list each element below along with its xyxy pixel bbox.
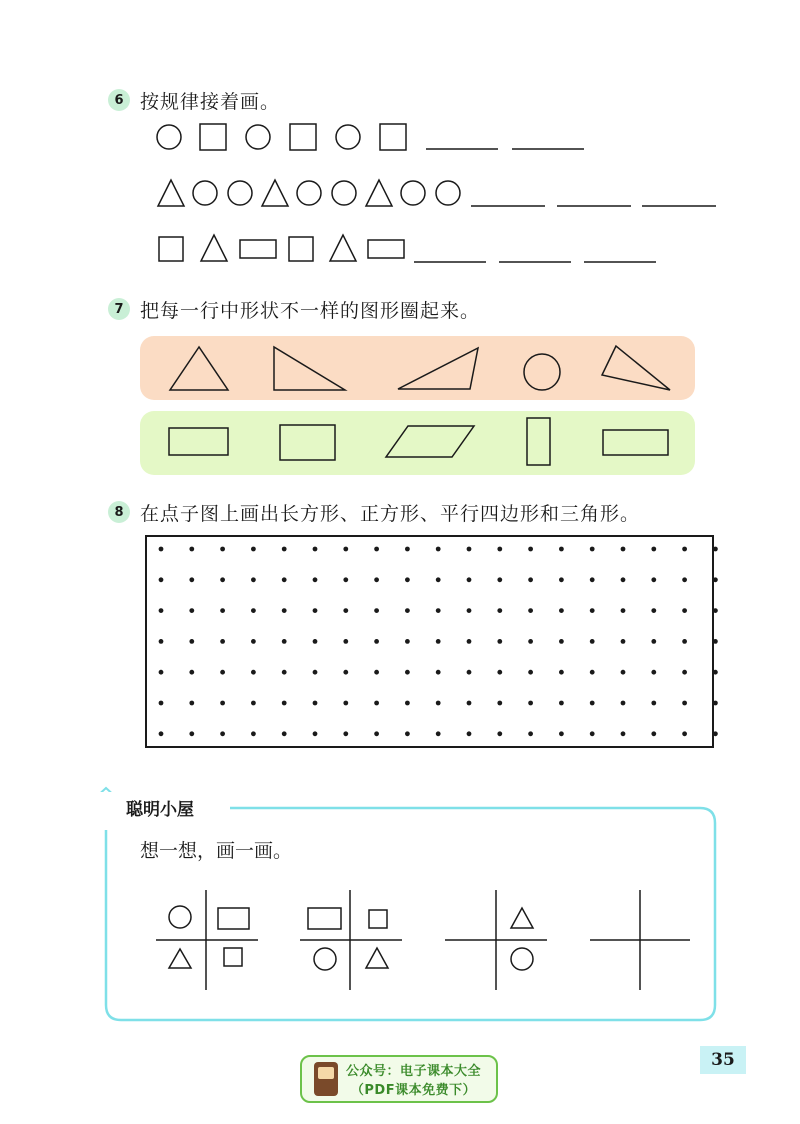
q6-row-1-pattern <box>157 124 584 150</box>
grid-dot[interactable] <box>374 701 379 706</box>
question-number-badge: 7 <box>108 298 130 320</box>
grid-dot[interactable] <box>590 639 595 644</box>
question-6-text: 按规律接着画。 <box>140 90 281 113</box>
triangle-shape <box>366 180 392 206</box>
grid-dot[interactable] <box>220 701 225 706</box>
grid-dot[interactable] <box>405 639 410 644</box>
grid-dot[interactable] <box>251 639 256 644</box>
square-shape <box>369 910 387 928</box>
grid-dot[interactable] <box>189 577 194 582</box>
grid-dot[interactable] <box>559 670 564 675</box>
grid-dot[interactable] <box>405 731 410 736</box>
q6-row-2-pattern <box>158 180 716 206</box>
grid-dot[interactable] <box>559 701 564 706</box>
grid-dot[interactable] <box>651 547 656 552</box>
grid-dot[interactable] <box>497 731 502 736</box>
question-7-text: 把每一行中形状不一样的图形圈起来。 <box>140 299 481 322</box>
square-shape <box>159 237 183 261</box>
rectangle-shape <box>218 908 249 929</box>
grid-dot[interactable] <box>189 547 194 552</box>
grid-dot[interactable] <box>528 577 533 582</box>
grid-dot[interactable] <box>590 547 595 552</box>
triangle-shape <box>169 949 191 968</box>
rectangle-shape <box>240 240 276 258</box>
grid-dot[interactable] <box>651 731 656 736</box>
grid-dot[interactable] <box>467 639 472 644</box>
grid-dot[interactable] <box>436 731 441 736</box>
grid-dot[interactable] <box>220 547 225 552</box>
grid-dot[interactable] <box>343 639 348 644</box>
grid-dot[interactable] <box>313 547 318 552</box>
grid-dot[interactable] <box>220 577 225 582</box>
grid-dot[interactable] <box>621 577 626 582</box>
grid-dot[interactable] <box>497 701 502 706</box>
grid-dot[interactable] <box>282 608 287 613</box>
grid-dot[interactable] <box>651 701 656 706</box>
grid-dot[interactable] <box>651 577 656 582</box>
grid-dot[interactable] <box>220 608 225 613</box>
grid-dot[interactable] <box>251 608 256 613</box>
dot-grid[interactable] <box>159 547 718 737</box>
grid-dot[interactable] <box>682 701 687 706</box>
grid-dot[interactable] <box>313 701 318 706</box>
circle-shape <box>297 181 321 205</box>
grid-dot[interactable] <box>621 547 626 552</box>
smart-house-title <box>92 792 200 822</box>
grid-dot[interactable] <box>251 547 256 552</box>
dot-grid-frame[interactable] <box>146 536 713 747</box>
grid-dot[interactable] <box>374 547 379 552</box>
puzzle-2 <box>300 890 402 990</box>
grid-dot[interactable] <box>282 639 287 644</box>
puzzle-4[interactable] <box>590 890 690 990</box>
grid-dot[interactable] <box>497 608 502 613</box>
grid-dot[interactable] <box>590 577 595 582</box>
grid-dot[interactable] <box>159 547 164 552</box>
smart-house-title-text: 聪明小屋 <box>126 799 194 820</box>
grid-dot[interactable] <box>559 547 564 552</box>
stamp-line-1: 公众号：电子课本大全 <box>346 1064 482 1079</box>
grid-dot[interactable] <box>189 701 194 706</box>
grid-dot[interactable] <box>251 731 256 736</box>
grid-dot[interactable] <box>713 670 718 675</box>
circle-shape <box>246 125 270 149</box>
circle-shape <box>169 906 191 928</box>
triangle-shape <box>158 180 184 206</box>
grid-dot[interactable] <box>343 547 348 552</box>
grid-dot[interactable] <box>159 639 164 644</box>
circle-shape <box>228 181 252 205</box>
page-number: 35 <box>700 1046 746 1074</box>
grid-dot[interactable] <box>220 639 225 644</box>
grid-dot[interactable] <box>467 608 472 613</box>
grid-dot[interactable] <box>159 608 164 613</box>
grid-dot[interactable] <box>528 701 533 706</box>
grid-dot[interactable] <box>189 731 194 736</box>
grid-dot[interactable] <box>405 701 410 706</box>
grid-dot[interactable] <box>282 547 287 552</box>
question-number-badge: 6 <box>108 89 130 111</box>
grid-dot[interactable] <box>436 547 441 552</box>
grid-dot[interactable] <box>590 731 595 736</box>
grid-dot[interactable] <box>374 731 379 736</box>
grid-dot[interactable] <box>313 639 318 644</box>
puzzle-1 <box>156 890 258 990</box>
grid-dot[interactable] <box>713 731 718 736</box>
grid-dot[interactable] <box>374 608 379 613</box>
grid-dot[interactable] <box>559 731 564 736</box>
grid-dot[interactable] <box>528 547 533 552</box>
grid-dot[interactable] <box>436 577 441 582</box>
grid-dot[interactable] <box>621 608 626 613</box>
triangle-shape <box>366 948 388 968</box>
grid-dot[interactable] <box>528 670 533 675</box>
grid-dot[interactable] <box>621 670 626 675</box>
grid-dot[interactable] <box>374 577 379 582</box>
grid-dot[interactable] <box>651 608 656 613</box>
grid-dot[interactable] <box>467 577 472 582</box>
grid-dot[interactable] <box>559 608 564 613</box>
square-shape <box>224 948 242 966</box>
grid-dot[interactable] <box>497 547 502 552</box>
grid-dot[interactable] <box>467 701 472 706</box>
circle-shape <box>193 181 217 205</box>
grid-dot[interactable] <box>559 639 564 644</box>
grid-dot[interactable] <box>313 731 318 736</box>
grid-dot[interactable] <box>343 670 348 675</box>
grid-dot[interactable] <box>405 547 410 552</box>
triangle-shape <box>262 180 288 206</box>
grid-dot[interactable] <box>220 670 225 675</box>
circle-shape <box>157 125 181 149</box>
grid-dot[interactable] <box>436 670 441 675</box>
grid-dot[interactable] <box>282 701 287 706</box>
grid-dot[interactable] <box>682 731 687 736</box>
grid-dot[interactable] <box>528 608 533 613</box>
grid-dot[interactable] <box>405 577 410 582</box>
watermark-stamp <box>300 1055 498 1103</box>
grid-dot[interactable] <box>621 639 626 644</box>
grid-dot[interactable] <box>159 670 164 675</box>
grid-dot[interactable] <box>713 639 718 644</box>
grid-dot[interactable] <box>621 731 626 736</box>
grid-dot[interactable] <box>682 577 687 582</box>
rectangle-shape <box>308 908 341 929</box>
square-shape <box>200 124 226 150</box>
grid-dot[interactable] <box>189 670 194 675</box>
grid-dot[interactable] <box>651 639 656 644</box>
grid-dot[interactable] <box>313 670 318 675</box>
grid-dot[interactable] <box>251 701 256 706</box>
grid-dot[interactable] <box>590 608 595 613</box>
grid-dot[interactable] <box>343 608 348 613</box>
grid-dot[interactable] <box>621 701 626 706</box>
square-shape <box>290 124 316 150</box>
question-number-badge: 8 <box>108 501 130 523</box>
grid-dot[interactable] <box>313 608 318 613</box>
grid-dot[interactable] <box>682 670 687 675</box>
grid-dot[interactable] <box>374 670 379 675</box>
circle-shape <box>511 948 533 970</box>
square-shape <box>289 237 313 261</box>
grid-dot[interactable] <box>189 608 194 613</box>
puzzle-3 <box>445 890 547 990</box>
book-logo-icon <box>314 1062 338 1096</box>
triangle-shape <box>201 235 227 261</box>
grid-dot[interactable] <box>313 577 318 582</box>
grid-dot[interactable] <box>436 608 441 613</box>
question-8-text: 在点子图上画出长方形、正方形、平行四边形和三角形。 <box>140 502 641 525</box>
q6-row-3-pattern <box>159 235 656 262</box>
grid-dot[interactable] <box>713 577 718 582</box>
circle-shape <box>336 125 360 149</box>
stamp-line-2: （PDF课本免费下） <box>350 1083 477 1098</box>
grid-dot[interactable] <box>528 639 533 644</box>
grid-dot[interactable] <box>528 731 533 736</box>
grid-dot[interactable] <box>374 639 379 644</box>
smart-house-instruction: 想一想，画一画。 <box>140 840 293 862</box>
grid-dot[interactable] <box>159 577 164 582</box>
grid-dot[interactable] <box>651 670 656 675</box>
grid-dot[interactable] <box>497 639 502 644</box>
grid-dot[interactable] <box>713 701 718 706</box>
circle-shape <box>401 181 425 205</box>
grid-dot[interactable] <box>713 608 718 613</box>
grid-dot[interactable] <box>159 701 164 706</box>
grid-dot[interactable] <box>682 608 687 613</box>
grid-dot[interactable] <box>682 639 687 644</box>
circle-shape <box>436 181 460 205</box>
q7-green-band <box>140 411 695 475</box>
grid-dot[interactable] <box>251 577 256 582</box>
grid-dot[interactable] <box>282 670 287 675</box>
grid-dot[interactable] <box>467 547 472 552</box>
grid-dot[interactable] <box>405 608 410 613</box>
grid-dot[interactable] <box>590 670 595 675</box>
grid-dot[interactable] <box>343 731 348 736</box>
grid-dot[interactable] <box>713 547 718 552</box>
grid-dot[interactable] <box>559 577 564 582</box>
grid-dot[interactable] <box>405 670 410 675</box>
grid-dot[interactable] <box>467 731 472 736</box>
rectangle-shape <box>368 240 404 258</box>
grid-dot[interactable] <box>467 670 472 675</box>
grid-dot[interactable] <box>590 701 595 706</box>
triangle-shape <box>511 908 533 928</box>
circle-shape <box>314 948 336 970</box>
grid-dot[interactable] <box>189 639 194 644</box>
triangle-shape <box>330 235 356 261</box>
grid-dot[interactable] <box>343 701 348 706</box>
grid-dot[interactable] <box>282 577 287 582</box>
grid-dot[interactable] <box>159 731 164 736</box>
grid-dot[interactable] <box>282 731 287 736</box>
circle-shape <box>332 181 356 205</box>
grid-dot[interactable] <box>682 547 687 552</box>
grid-dot[interactable] <box>220 731 225 736</box>
grid-dot[interactable] <box>343 577 348 582</box>
grid-dot[interactable] <box>497 577 502 582</box>
grid-dot[interactable] <box>436 701 441 706</box>
grid-dot[interactable] <box>497 670 502 675</box>
grid-dot[interactable] <box>436 639 441 644</box>
grid-dot[interactable] <box>251 670 256 675</box>
square-shape <box>380 124 406 150</box>
